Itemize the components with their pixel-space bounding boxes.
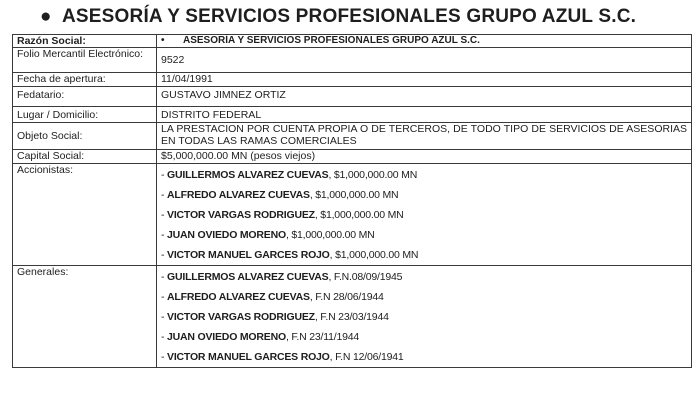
value-accionistas (157, 164, 692, 266)
label-objeto-social: Objeto Social: (13, 123, 157, 150)
row-accionistas (13, 164, 692, 266)
value-objeto-social: LA PRESTACION POR CUENTA PROPIA O DE TERCEROS, DE TODO TIPO DE SERVICIOS DE ASESORIAS EN TODAS LAS RAMAS COMERCIALES (157, 123, 692, 150)
list-item: - JUAN OVIEDO MORENO, $1,000,000.00 MN (161, 229, 375, 241)
list-item: - ALFREDO ALVAREZ CUEVAS, $1,000,000.00 MN (161, 189, 399, 201)
label-fedatario: Fedatario: (13, 87, 157, 107)
label-razon-social: Razón Social: (13, 35, 157, 48)
list-item: - GUILLERMOS ALVAREZ CUEVAS, F.N.08/09/1945 (161, 271, 403, 283)
label-folio-mercantil: Folio Mercantil Electrónico: (13, 48, 157, 73)
value-fedatario: GUSTAVO JIMNEZ ORTIZ (157, 87, 692, 107)
label-fecha-apertura: Fecha de apertura: (13, 73, 157, 87)
razon-social-text: ASESORÍA Y SERVICIOS PROFESIONALES GRUPO AZUL S.C. (183, 35, 480, 46)
row-fedatario (13, 87, 692, 107)
list-item: - JUAN OVIEDO MORENO, F.N 23/11/1944 (161, 331, 360, 343)
list-item: - VICTOR MANUEL GARCES ROJO, $1,000,000.00 MN (161, 249, 419, 261)
list-item: - VICTOR VARGAS RODRIGUEZ, $1,000,000.00 MN (161, 209, 404, 221)
value-capital-social: $5,000,000.00 MN (pesos viejos) (157, 150, 692, 164)
value-generales (157, 266, 692, 368)
row-folio-mercantil (13, 48, 692, 73)
value-folio-mercantil (157, 48, 692, 73)
row-fecha-apertura (13, 73, 692, 87)
label-lugar-domicilio: Lugar / Domicilio: (13, 107, 157, 123)
row-capital-social (13, 150, 692, 164)
bullet-icon: ● (40, 6, 52, 27)
row-generales (13, 266, 692, 368)
row-lugar-domicilio (13, 107, 692, 123)
title-text: ASESORÍA Y SERVICIOS PROFESIONALES GRUPO AZUL S.C. (62, 6, 637, 27)
value-fecha-apertura: 11/04/1991 (157, 73, 692, 87)
list-item: - GUILLERMOS ALVAREZ CUEVAS, $1,000,000.00 MN (161, 169, 418, 181)
list-item: - ALFREDO ALVAREZ CUEVAS, F.N 28/06/1944 (161, 291, 384, 303)
label-capital-social: Capital Social: (13, 150, 157, 164)
list-item: - VICTOR MANUEL GARCES ROJO, F.N 12/06/1941 (161, 351, 404, 363)
folio-text: 9522 (161, 54, 185, 66)
value-razon-social (157, 35, 692, 48)
label-accionistas: Accionistas: (13, 164, 157, 266)
value-lugar-domicilio: DISTRITO FEDERAL (157, 107, 692, 123)
bullet-icon: • (161, 35, 165, 46)
document-title (40, 6, 690, 28)
label-generales: Generales: (13, 266, 157, 368)
row-objeto-social (13, 123, 692, 150)
list-item: - VICTOR VARGAS RODRIGUEZ, F.N 23/03/1944 (161, 311, 389, 323)
row-razon-social (13, 35, 692, 48)
company-info-table (12, 34, 692, 368)
